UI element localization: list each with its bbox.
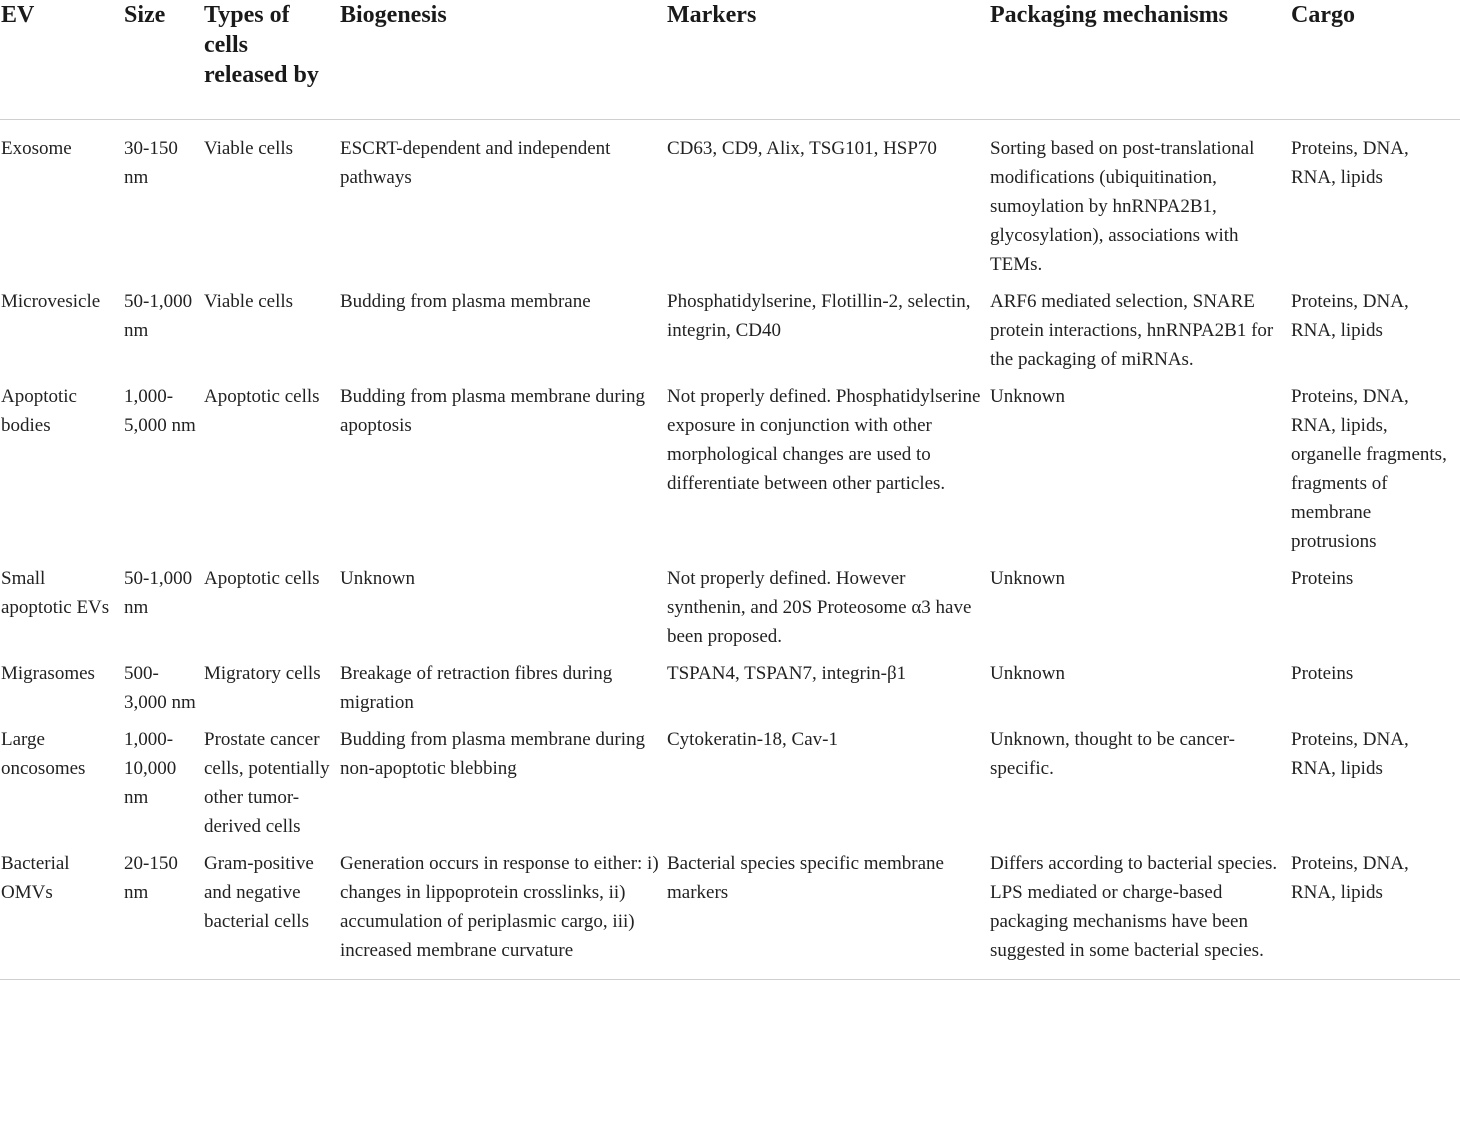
table-row-bacterial-omvs xyxy=(0,849,1460,980)
cell-markers: Not properly defined. Phosphatidylserine exposure in conjunction with other morphological changes are used to differentiate between other particles. xyxy=(667,385,981,494)
cell-cargo: Proteins xyxy=(1291,567,1354,589)
header-ev: EV xyxy=(1,2,35,28)
header-row xyxy=(0,0,1460,119)
cell-biogenesis: Breakage of retraction fibres during migration xyxy=(340,662,613,713)
table-row-exosome xyxy=(0,119,1460,287)
table-header xyxy=(0,0,1460,119)
cell-markers: Phosphatidylserine, Flotillin-2, selectin, integrin, CD40 xyxy=(667,290,971,341)
cell-biogenesis: ESCRT-dependent and independent pathways xyxy=(340,137,611,188)
cell-markers: CD63, CD9, Alix, TSG101, HSP70 xyxy=(667,137,937,159)
cell-size: 20-150 nm xyxy=(124,852,178,903)
cell-ev: Large oncosomes xyxy=(1,728,86,779)
cell-cargo: Proteins xyxy=(1291,662,1354,684)
cell-size: 1,000-5,000 nm xyxy=(124,385,196,436)
cell-biogenesis: Budding from plasma membrane xyxy=(340,290,591,312)
cell-types: Apoptotic cells xyxy=(204,385,320,407)
cell-types: Viable cells xyxy=(204,290,294,312)
cell-types: Apoptotic cells xyxy=(204,567,320,589)
cell-biogenesis: Budding from plasma membrane during apoptosis xyxy=(340,385,645,436)
table-body xyxy=(0,119,1460,979)
cell-cargo: Proteins, DNA, RNA, lipids xyxy=(1291,728,1409,779)
cell-size: 50-1,000 nm xyxy=(124,290,193,341)
cell-biogenesis: Budding from plasma membrane during non-apoptotic blebbing xyxy=(340,728,645,779)
cell-cargo: Proteins, DNA, RNA, lipids xyxy=(1291,852,1409,903)
cell-ev: Bacterial OMVs xyxy=(1,852,70,903)
header-biogenesis: Biogenesis xyxy=(340,2,447,28)
cell-biogenesis: Unknown xyxy=(340,567,415,589)
cell-cargo: Proteins, DNA, RNA, lipids, organelle fragments, fragments of membrane protrusions xyxy=(1291,385,1447,552)
cell-types: Viable cells xyxy=(204,137,294,159)
cell-cargo: Proteins, DNA, RNA, lipids xyxy=(1291,290,1409,341)
header-packaging: Packaging mechanisms xyxy=(990,2,1229,28)
cell-biogenesis: Generation occurs in response to either: i) changes in lippoprotein crosslinks, ii) accumulation of periplasmic cargo, iii) increased membrane curvature xyxy=(340,852,659,961)
cell-markers: Bacterial species specific membrane markers xyxy=(667,852,944,903)
cell-packaging: Differs according to bacterial species. LPS mediated or charge-based packaging mechanisms have been suggested in some bacterial species. xyxy=(990,852,1278,961)
cell-packaging: Sorting based on post-translational modifications (ubiquitination, sumoylation by hnRNPA2B1, glycosylation), associations with TEMs. xyxy=(990,137,1255,275)
header-cargo: Cargo xyxy=(1291,2,1355,28)
cell-ev: Exosome xyxy=(1,137,72,159)
cell-size: 30-150 nm xyxy=(124,137,178,188)
cell-cargo: Proteins, DNA, RNA, lipids xyxy=(1291,137,1409,188)
cell-packaging: Unknown xyxy=(990,662,1065,684)
cell-types: Prostate cancer cells, potentially other tumor-derived cells xyxy=(204,728,330,837)
cell-types: Migratory cells xyxy=(204,662,321,684)
cell-ev: Microvesicle xyxy=(1,290,101,312)
cell-size: 1,000-10,000 nm xyxy=(124,728,177,808)
table-row-migrasomes xyxy=(0,659,1460,725)
cell-ev: Apoptotic bodies xyxy=(1,385,77,436)
header-types: Types of cells released by xyxy=(204,2,319,88)
cell-markers: Not properly defined. However synthenin, and 20S Proteosome α3 have been proposed. xyxy=(667,567,972,647)
header-markers: Markers xyxy=(667,2,757,28)
table-row-large-oncosomes xyxy=(0,725,1460,849)
cell-packaging: Unknown xyxy=(990,385,1065,407)
cell-size: 50-1,000 nm xyxy=(124,567,193,618)
table-row-small-apoptotic-evs xyxy=(0,564,1460,659)
cell-size: 500-3,000 nm xyxy=(124,662,196,713)
cell-types: Gram-positive and negative bacterial cells xyxy=(204,852,314,932)
cell-markers: Cytokeratin-18, Cav-1 xyxy=(667,728,838,750)
cell-packaging: ARF6 mediated selection, SNARE protein interactions, hnRNPA2B1 for the packaging of miRNAs. xyxy=(990,290,1274,370)
cell-ev: Small apoptotic EVs xyxy=(1,567,110,618)
cell-packaging: Unknown, thought to be cancer-specific. xyxy=(990,728,1235,779)
table-row-apoptotic-bodies xyxy=(0,382,1460,564)
cell-ev: Migrasomes xyxy=(1,662,95,684)
header-size: Size xyxy=(124,2,166,28)
cell-markers: TSPAN4, TSPAN7, integrin-β1 xyxy=(667,662,907,684)
cell-packaging: Unknown xyxy=(990,567,1065,589)
table-row-microvesicle xyxy=(0,287,1460,382)
